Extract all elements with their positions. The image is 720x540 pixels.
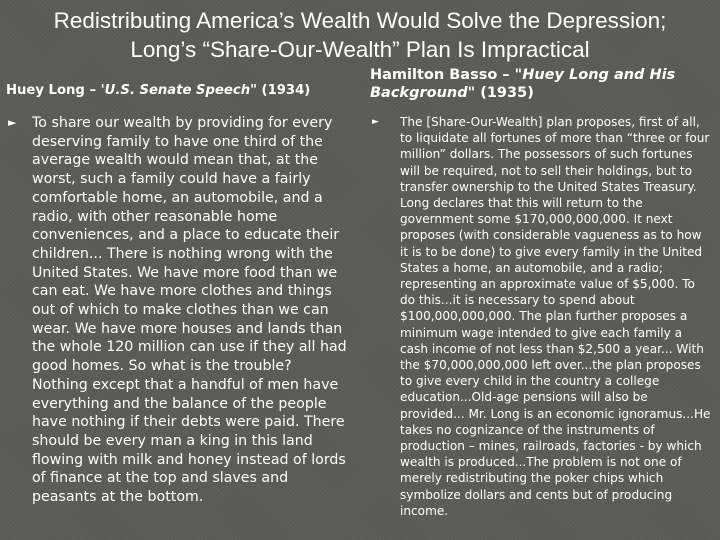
left-column	[6, 82, 352, 507]
left-heading-year: (1934)	[256, 83, 311, 98]
right-heading-year: (1935)	[475, 85, 534, 101]
right-source-heading	[370, 66, 714, 102]
left-heading-title: 'U.S. Senate Speech"	[100, 83, 257, 98]
right-quote-text: The [Share-Our-Wealth] plan proposes, first of all, to liquidate all fortunes of more than “three or four million” dollars. The possessors of such fortunes will be required, not to sell their holdings, but to transfer ownership to the United States Treasury. Long declares that this will return to the government some $170,000,000,000. It next proposes (with considerable vagueness as to how it is to be done) to give every family in the United States a home, an automobile, and a radio; representing an approximate value of $5,000. To do this...it is necessary to spend about $100,000,000,000. The plan further proposes a minimum wage intended to give each family a cash income of not less than $2,500 a year... With the $70,000,000,000 left over...the plan proposes to give every child in the country a college education...Old-age pensions will also be provided... Mr. Long is an economic ignoramus...He takes no cognizance of the instruments of production – mines, railroads, factories - by which wealth is produced...The problem is not one of merely redistributing the poker chips which symbolize dollars and cents but of producing income.	[400, 115, 711, 518]
triangle-bullet-icon: ►	[8, 116, 17, 129]
slide-title	[0, 6, 720, 64]
left-source-heading	[6, 82, 352, 100]
right-heading-title: "Huey Long and His Background"	[370, 67, 676, 101]
triangle-bullet-icon: ►	[372, 117, 379, 127]
slide-title-line-1: Redistributing America’s Wealth Would Solve the Depression;	[53, 8, 667, 33]
left-quote-text: To share our wealth by providing for every deserving family to have one third of the average wealth would mean that, at the worst, such a family could have a fairly comfortable home, an automobile, and a radio, with other reasonable home conveniences, and a place to educate their children... There is nothing wrong with the United States. We have more food than we can eat. We have more clothes and things out of which to make clothes than we can wear. We have more houses and lands than the whole 120 million can use if they all had good homes. So what is the trouble? Nothing except that a handful of men have everything and the balance of the people have nothing if their debts were paid. There should be every man a king in this land flowing with milk and honey instead of lords of finance at the top and slaves and peasants at the bottom.	[32, 115, 347, 506]
right-column	[370, 66, 714, 519]
left-heading-author: Huey Long –	[6, 83, 101, 98]
left-bullet-item	[6, 114, 352, 507]
right-bullet-item	[370, 114, 714, 519]
slide-title-line-2: Long’s “Share-Our-Wealth” Plan Is Impractical	[130, 37, 590, 62]
right-heading-author: Hamilton Basso –	[370, 67, 515, 83]
